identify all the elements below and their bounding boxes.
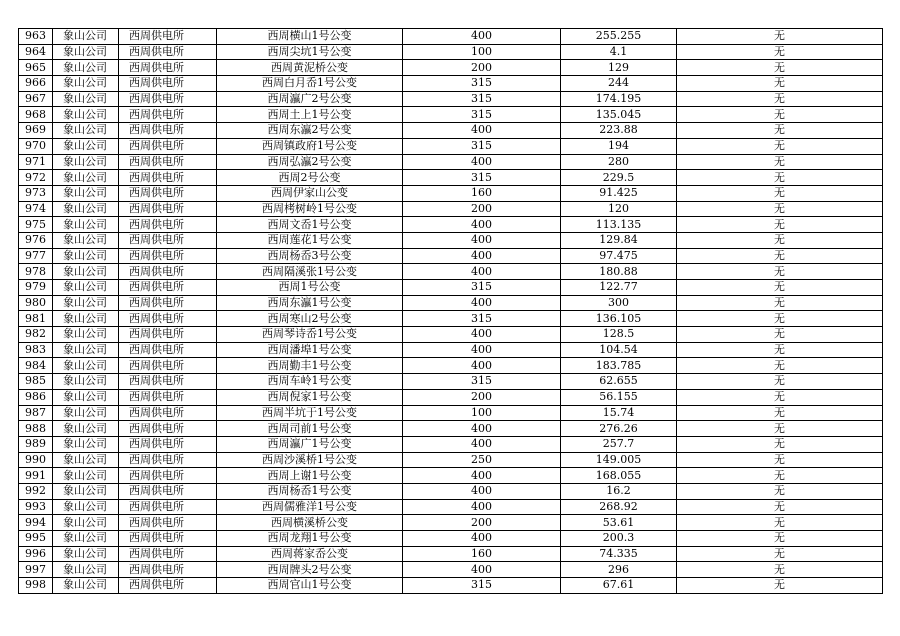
capacity-cell: 160 (403, 185, 561, 201)
office-cell: 西周供电所 (119, 358, 217, 374)
transformer-name-cell: 西周瀛广1号公变 (217, 436, 403, 452)
transformer-name-cell: 西周沙溪桥1号公变 (217, 452, 403, 468)
capacity-cell: 200 (403, 60, 561, 76)
capacity-cell: 400 (403, 358, 561, 374)
capacity-cell: 315 (403, 280, 561, 296)
company-cell: 象山公司 (53, 389, 119, 405)
company-cell: 象山公司 (53, 76, 119, 92)
office-cell: 西周供电所 (119, 468, 217, 484)
office-cell: 西周供电所 (119, 185, 217, 201)
company-cell: 象山公司 (53, 138, 119, 154)
company-cell: 象山公司 (53, 154, 119, 170)
transformer-name-cell: 西周上谢1号公变 (217, 468, 403, 484)
table-row (19, 468, 883, 484)
capacity-cell: 400 (403, 436, 561, 452)
load-cell: 74.335 (561, 546, 677, 562)
company-cell: 象山公司 (53, 280, 119, 296)
table-row (19, 342, 883, 358)
transformer-name-cell: 西周横山1号公变 (217, 29, 403, 45)
row-number-cell: 976 (19, 232, 53, 248)
company-cell: 象山公司 (53, 358, 119, 374)
load-cell: 194 (561, 138, 677, 154)
transformer-name-cell: 西周寒山2号公变 (217, 311, 403, 327)
load-cell: 97.475 (561, 248, 677, 264)
table-row (19, 452, 883, 468)
table-row (19, 138, 883, 154)
table-row (19, 123, 883, 139)
transformer-name-cell: 西周司前1号公变 (217, 421, 403, 437)
transformer-name-cell: 西周东瀛1号公变 (217, 295, 403, 311)
office-cell: 西周供电所 (119, 405, 217, 421)
note-cell: 无 (677, 232, 883, 248)
company-cell: 象山公司 (53, 170, 119, 186)
capacity-cell: 400 (403, 327, 561, 343)
company-cell: 象山公司 (53, 531, 119, 547)
transformer-name-cell: 西周勤丰1号公变 (217, 358, 403, 374)
transformer-name-cell: 西周半坑于1号公变 (217, 405, 403, 421)
office-cell: 西周供电所 (119, 546, 217, 562)
note-cell: 无 (677, 436, 883, 452)
row-number-cell: 973 (19, 185, 53, 201)
note-cell: 无 (677, 60, 883, 76)
table-row (19, 546, 883, 562)
capacity-cell: 315 (403, 374, 561, 390)
capacity-cell: 200 (403, 201, 561, 217)
table-row (19, 201, 883, 217)
company-cell: 象山公司 (53, 468, 119, 484)
capacity-cell: 400 (403, 468, 561, 484)
load-cell: 62.655 (561, 374, 677, 390)
office-cell: 西周供电所 (119, 29, 217, 45)
note-cell: 无 (677, 499, 883, 515)
company-cell: 象山公司 (53, 405, 119, 421)
transformer-name-cell: 西周龙翔1号公变 (217, 531, 403, 547)
load-cell: 113.135 (561, 217, 677, 233)
company-cell: 象山公司 (53, 44, 119, 60)
table-row (19, 91, 883, 107)
capacity-cell: 400 (403, 217, 561, 233)
note-cell: 无 (677, 76, 883, 92)
load-cell: 257.7 (561, 436, 677, 452)
table-row (19, 185, 883, 201)
note-cell: 无 (677, 311, 883, 327)
transformer-name-cell: 西周潘埠1号公变 (217, 342, 403, 358)
office-cell: 西周供电所 (119, 578, 217, 594)
office-cell: 西周供电所 (119, 264, 217, 280)
company-cell: 象山公司 (53, 91, 119, 107)
table-row (19, 327, 883, 343)
row-number-cell: 975 (19, 217, 53, 233)
load-cell: 296 (561, 562, 677, 578)
load-cell: 174.195 (561, 91, 677, 107)
transformer-name-cell: 西周杨岙3号公变 (217, 248, 403, 264)
table-row (19, 374, 883, 390)
note-cell: 无 (677, 280, 883, 296)
table-row (19, 248, 883, 264)
company-cell: 象山公司 (53, 452, 119, 468)
row-number-cell: 965 (19, 60, 53, 76)
transformer-name-cell: 西周车岭1号公变 (217, 374, 403, 390)
transformer-name-cell: 西周隔溪张1号公变 (217, 264, 403, 280)
transformer-name-cell: 西周文岙1号公变 (217, 217, 403, 233)
table-row (19, 389, 883, 405)
table-row (19, 421, 883, 437)
transformer-name-cell: 西周东瀛2号公变 (217, 123, 403, 139)
row-number-cell: 978 (19, 264, 53, 280)
office-cell: 西周供电所 (119, 232, 217, 248)
row-number-cell: 997 (19, 562, 53, 578)
capacity-cell: 400 (403, 499, 561, 515)
company-cell: 象山公司 (53, 546, 119, 562)
load-cell: 122.77 (561, 280, 677, 296)
table-row (19, 483, 883, 499)
company-cell: 象山公司 (53, 248, 119, 264)
row-number-cell: 985 (19, 374, 53, 390)
office-cell: 西周供电所 (119, 483, 217, 499)
company-cell: 象山公司 (53, 515, 119, 531)
company-cell: 象山公司 (53, 201, 119, 217)
note-cell: 无 (677, 217, 883, 233)
table-row (19, 107, 883, 123)
note-cell: 无 (677, 468, 883, 484)
row-number-cell: 974 (19, 201, 53, 217)
capacity-cell: 315 (403, 578, 561, 594)
office-cell: 西周供电所 (119, 452, 217, 468)
transformer-name-cell: 西周伊家山公变 (217, 185, 403, 201)
transformer-name-cell: 西周弘瀛2号公变 (217, 154, 403, 170)
row-number-cell: 977 (19, 248, 53, 264)
load-cell: 91.425 (561, 185, 677, 201)
company-cell: 象山公司 (53, 562, 119, 578)
office-cell: 西周供电所 (119, 76, 217, 92)
row-number-cell: 996 (19, 546, 53, 562)
office-cell: 西周供电所 (119, 248, 217, 264)
company-cell: 象山公司 (53, 123, 119, 139)
capacity-cell: 400 (403, 531, 561, 547)
capacity-cell: 200 (403, 389, 561, 405)
load-cell: 4.1 (561, 44, 677, 60)
office-cell: 西周供电所 (119, 311, 217, 327)
table-row (19, 154, 883, 170)
note-cell: 无 (677, 264, 883, 280)
office-cell: 西周供电所 (119, 91, 217, 107)
office-cell: 西周供电所 (119, 107, 217, 123)
office-cell: 西周供电所 (119, 154, 217, 170)
row-number-cell: 963 (19, 29, 53, 45)
capacity-cell: 250 (403, 452, 561, 468)
load-cell: 104.54 (561, 342, 677, 358)
capacity-cell: 100 (403, 405, 561, 421)
row-number-cell: 984 (19, 358, 53, 374)
note-cell: 无 (677, 154, 883, 170)
row-number-cell: 969 (19, 123, 53, 139)
load-cell: 120 (561, 201, 677, 217)
load-cell: 135.045 (561, 107, 677, 123)
company-cell: 象山公司 (53, 185, 119, 201)
table-row (19, 405, 883, 421)
table-row (19, 232, 883, 248)
row-number-cell: 972 (19, 170, 53, 186)
office-cell: 西周供电所 (119, 217, 217, 233)
company-cell: 象山公司 (53, 374, 119, 390)
table-row (19, 515, 883, 531)
transformer-name-cell: 西周尖坑1号公变 (217, 44, 403, 60)
load-cell: 168.055 (561, 468, 677, 484)
note-cell: 无 (677, 91, 883, 107)
transformer-name-cell: 西周官山1号公变 (217, 578, 403, 594)
capacity-cell: 315 (403, 107, 561, 123)
capacity-cell: 315 (403, 91, 561, 107)
company-cell: 象山公司 (53, 436, 119, 452)
company-cell: 象山公司 (53, 60, 119, 76)
table-row (19, 44, 883, 60)
capacity-cell: 400 (403, 562, 561, 578)
capacity-cell: 400 (403, 342, 561, 358)
table-row (19, 60, 883, 76)
office-cell: 西周供电所 (119, 138, 217, 154)
row-number-cell: 979 (19, 280, 53, 296)
note-cell: 无 (677, 185, 883, 201)
table-row (19, 499, 883, 515)
note-cell: 无 (677, 44, 883, 60)
row-number-cell: 971 (19, 154, 53, 170)
load-cell: 183.785 (561, 358, 677, 374)
row-number-cell: 968 (19, 107, 53, 123)
transformer-name-cell: 西周瀛广2号公变 (217, 91, 403, 107)
note-cell: 无 (677, 452, 883, 468)
row-number-cell: 983 (19, 342, 53, 358)
load-cell: 244 (561, 76, 677, 92)
office-cell: 西周供电所 (119, 295, 217, 311)
office-cell: 西周供电所 (119, 436, 217, 452)
row-number-cell: 980 (19, 295, 53, 311)
capacity-cell: 400 (403, 29, 561, 45)
transformer-name-cell: 西周白月岙1号公变 (217, 76, 403, 92)
row-number-cell: 964 (19, 44, 53, 60)
transformer-name-cell: 西周1号公变 (217, 280, 403, 296)
capacity-cell: 400 (403, 264, 561, 280)
note-cell: 无 (677, 248, 883, 264)
row-number-cell: 981 (19, 311, 53, 327)
note-cell: 无 (677, 374, 883, 390)
load-cell: 67.61 (561, 578, 677, 594)
note-cell: 无 (677, 342, 883, 358)
note-cell: 无 (677, 578, 883, 594)
company-cell: 象山公司 (53, 217, 119, 233)
table-row (19, 29, 883, 45)
office-cell: 西周供电所 (119, 389, 217, 405)
office-cell: 西周供电所 (119, 531, 217, 547)
company-cell: 象山公司 (53, 499, 119, 515)
row-number-cell: 966 (19, 76, 53, 92)
capacity-cell: 400 (403, 295, 561, 311)
company-cell: 象山公司 (53, 264, 119, 280)
capacity-cell: 400 (403, 248, 561, 264)
load-cell: 280 (561, 154, 677, 170)
table-row (19, 295, 883, 311)
load-cell: 300 (561, 295, 677, 311)
note-cell: 无 (677, 170, 883, 186)
transformer-name-cell: 西周儒雅洋1号公变 (217, 499, 403, 515)
row-number-cell: 967 (19, 91, 53, 107)
capacity-cell: 315 (403, 170, 561, 186)
office-cell: 西周供电所 (119, 280, 217, 296)
office-cell: 西周供电所 (119, 421, 217, 437)
transformer-name-cell: 西周镇政府1号公变 (217, 138, 403, 154)
load-cell: 223.88 (561, 123, 677, 139)
company-cell: 象山公司 (53, 232, 119, 248)
table-row (19, 170, 883, 186)
office-cell: 西周供电所 (119, 170, 217, 186)
row-number-cell: 970 (19, 138, 53, 154)
capacity-cell: 400 (403, 483, 561, 499)
transformer-name-cell: 西周杨岙1号公变 (217, 483, 403, 499)
table-row (19, 358, 883, 374)
table-row (19, 562, 883, 578)
transformer-name-cell: 西周倪家1号公变 (217, 389, 403, 405)
load-cell: 16.2 (561, 483, 677, 499)
note-cell: 无 (677, 546, 883, 562)
table-row (19, 280, 883, 296)
note-cell: 无 (677, 358, 883, 374)
load-cell: 268.92 (561, 499, 677, 515)
load-cell: 149.005 (561, 452, 677, 468)
capacity-cell: 400 (403, 123, 561, 139)
company-cell: 象山公司 (53, 483, 119, 499)
transformer-name-cell: 西周2号公变 (217, 170, 403, 186)
company-cell: 象山公司 (53, 421, 119, 437)
transformer-name-cell: 西周莲花1号公变 (217, 232, 403, 248)
capacity-cell: 400 (403, 421, 561, 437)
note-cell: 无 (677, 421, 883, 437)
office-cell: 西周供电所 (119, 562, 217, 578)
row-number-cell: 988 (19, 421, 53, 437)
transformer-name-cell: 西周琴诗岙1号公变 (217, 327, 403, 343)
note-cell: 无 (677, 515, 883, 531)
office-cell: 西周供电所 (119, 499, 217, 515)
row-number-cell: 986 (19, 389, 53, 405)
load-cell: 200.3 (561, 531, 677, 547)
load-cell: 136.105 (561, 311, 677, 327)
note-cell: 无 (677, 562, 883, 578)
capacity-cell: 200 (403, 515, 561, 531)
transformer-name-cell: 西周蒋家岙公变 (217, 546, 403, 562)
row-number-cell: 994 (19, 515, 53, 531)
note-cell: 无 (677, 531, 883, 547)
note-cell: 无 (677, 29, 883, 45)
load-cell: 229.5 (561, 170, 677, 186)
note-cell: 无 (677, 327, 883, 343)
note-cell: 无 (677, 201, 883, 217)
company-cell: 象山公司 (53, 342, 119, 358)
row-number-cell: 991 (19, 468, 53, 484)
company-cell: 象山公司 (53, 327, 119, 343)
table-row (19, 217, 883, 233)
capacity-cell: 160 (403, 546, 561, 562)
table-row (19, 311, 883, 327)
table-row (19, 436, 883, 452)
load-cell: 129.84 (561, 232, 677, 248)
table-row (19, 531, 883, 547)
office-cell: 西周供电所 (119, 374, 217, 390)
office-cell: 西周供电所 (119, 44, 217, 60)
load-cell: 15.74 (561, 405, 677, 421)
transformer-name-cell: 西周土上1号公变 (217, 107, 403, 123)
company-cell: 象山公司 (53, 311, 119, 327)
load-cell: 53.61 (561, 515, 677, 531)
row-number-cell: 993 (19, 499, 53, 515)
transformer-name-cell: 西周牌头2号公变 (217, 562, 403, 578)
note-cell: 无 (677, 389, 883, 405)
note-cell: 无 (677, 138, 883, 154)
load-cell: 180.88 (561, 264, 677, 280)
company-cell: 象山公司 (53, 107, 119, 123)
table-row (19, 578, 883, 594)
note-cell: 无 (677, 405, 883, 421)
row-number-cell: 995 (19, 531, 53, 547)
load-cell: 128.5 (561, 327, 677, 343)
company-cell: 象山公司 (53, 295, 119, 311)
row-number-cell: 989 (19, 436, 53, 452)
company-cell: 象山公司 (53, 29, 119, 45)
office-cell: 西周供电所 (119, 342, 217, 358)
transformer-name-cell: 西周黄泥桥公变 (217, 60, 403, 76)
load-cell: 129 (561, 60, 677, 76)
capacity-cell: 400 (403, 232, 561, 248)
load-cell: 255.255 (561, 29, 677, 45)
row-number-cell: 982 (19, 327, 53, 343)
capacity-cell: 100 (403, 44, 561, 60)
table-body (19, 29, 883, 594)
transformer-load-table (18, 28, 883, 594)
office-cell: 西周供电所 (119, 123, 217, 139)
note-cell: 无 (677, 295, 883, 311)
row-number-cell: 998 (19, 578, 53, 594)
table-row (19, 76, 883, 92)
transformer-name-cell: 西周横溪桥公变 (217, 515, 403, 531)
row-number-cell: 987 (19, 405, 53, 421)
capacity-cell: 315 (403, 76, 561, 92)
load-cell: 56.155 (561, 389, 677, 405)
table-row (19, 264, 883, 280)
row-number-cell: 992 (19, 483, 53, 499)
note-cell: 无 (677, 123, 883, 139)
office-cell: 西周供电所 (119, 201, 217, 217)
company-cell: 象山公司 (53, 578, 119, 594)
note-cell: 无 (677, 483, 883, 499)
row-number-cell: 990 (19, 452, 53, 468)
office-cell: 西周供电所 (119, 60, 217, 76)
transformer-name-cell: 西周栲树岭1号公变 (217, 201, 403, 217)
capacity-cell: 400 (403, 154, 561, 170)
load-cell: 276.26 (561, 421, 677, 437)
capacity-cell: 315 (403, 311, 561, 327)
note-cell: 无 (677, 107, 883, 123)
office-cell: 西周供电所 (119, 515, 217, 531)
office-cell: 西周供电所 (119, 327, 217, 343)
capacity-cell: 315 (403, 138, 561, 154)
